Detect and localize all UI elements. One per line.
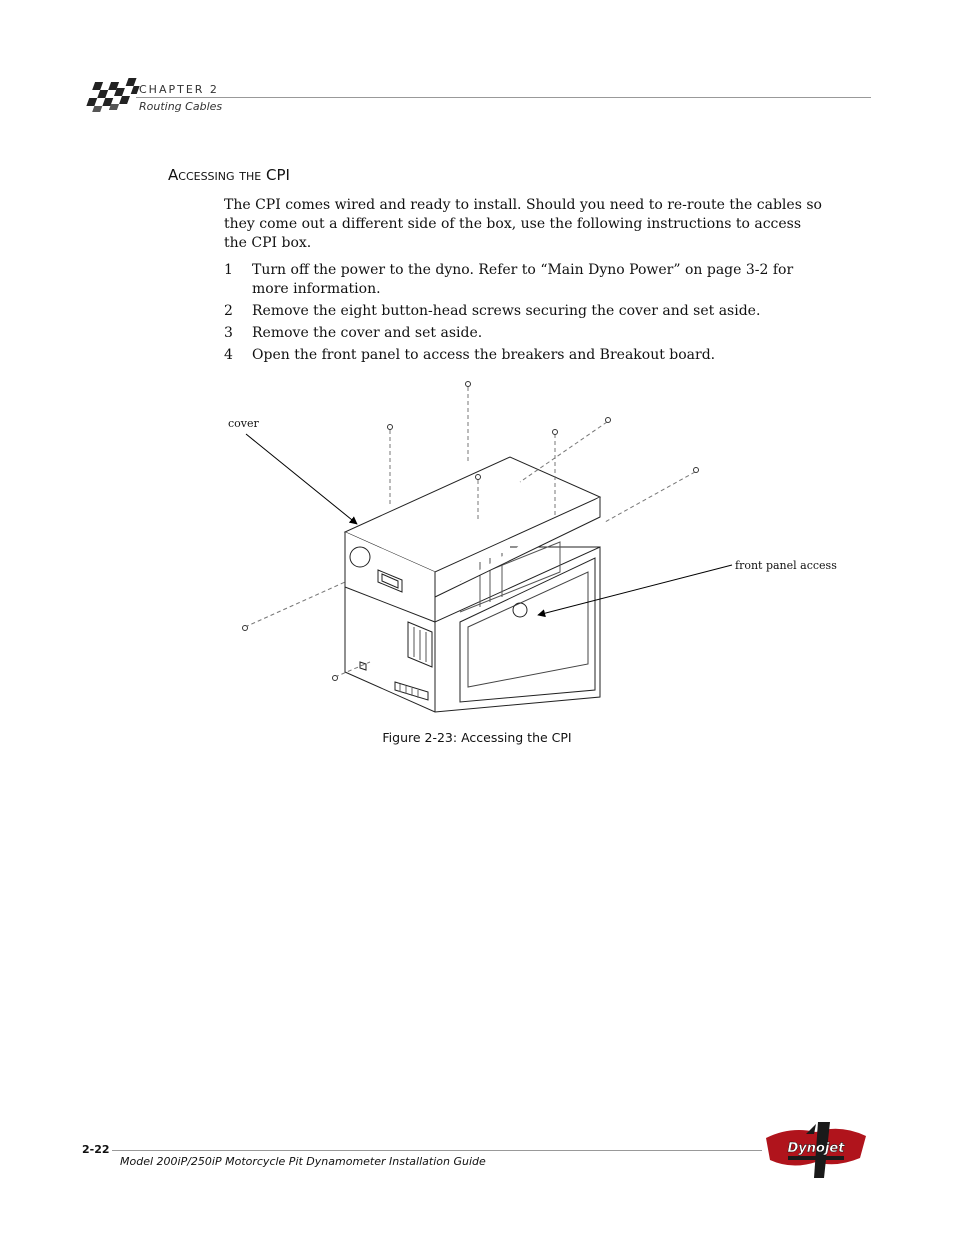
page-number: 2-22 [82,1143,110,1156]
header-rule [136,97,871,98]
cover-label: cover [228,417,259,430]
step-item [224,302,824,321]
dynojet-logo [760,1118,872,1182]
steps-list [224,261,824,368]
section-title: Accessing the CPI [168,166,290,184]
step-number: 2 [224,303,233,319]
logo-wordmark: Dynojet [787,1141,845,1156]
cpi-exploded-diagram [220,372,840,722]
step-text: Open the front panel to access the breakers and Breakout board. [252,347,716,363]
step-item [224,261,824,299]
step-text: Remove the cover and set aside. [252,325,483,341]
step-text: Turn off the power to the dyno. Refer to “Main Dyno Power” on page 3-2 for more information. [252,262,794,297]
checkered-flag-icon [80,74,140,120]
intro-paragraph: The CPI comes wired and ready to install. Should you need to re-route the cables so they come out a different side of the box, use the following instructions to access the CPI box. [224,197,822,251]
step-text: Remove the eight button-head screws securing the cover and set aside. [252,303,761,319]
step-item [224,346,824,365]
step-item [224,324,824,343]
front-panel-label: front panel access [735,559,837,572]
footer-rule [112,1150,762,1151]
figure-caption [0,730,954,745]
step-number: 3 [224,325,233,341]
guide-title: Model 200iP/250iP Motorcycle Pit Dynamometer Installation Guide [120,1155,486,1168]
step-number: 1 [224,262,233,278]
chapter-subtitle: Routing Cables [139,100,223,113]
chapter-label: CHAPTER 2 [139,83,219,96]
figure-caption-text: Figure 2-23: Accessing the CPI [382,730,572,745]
step-number: 4 [224,347,233,363]
